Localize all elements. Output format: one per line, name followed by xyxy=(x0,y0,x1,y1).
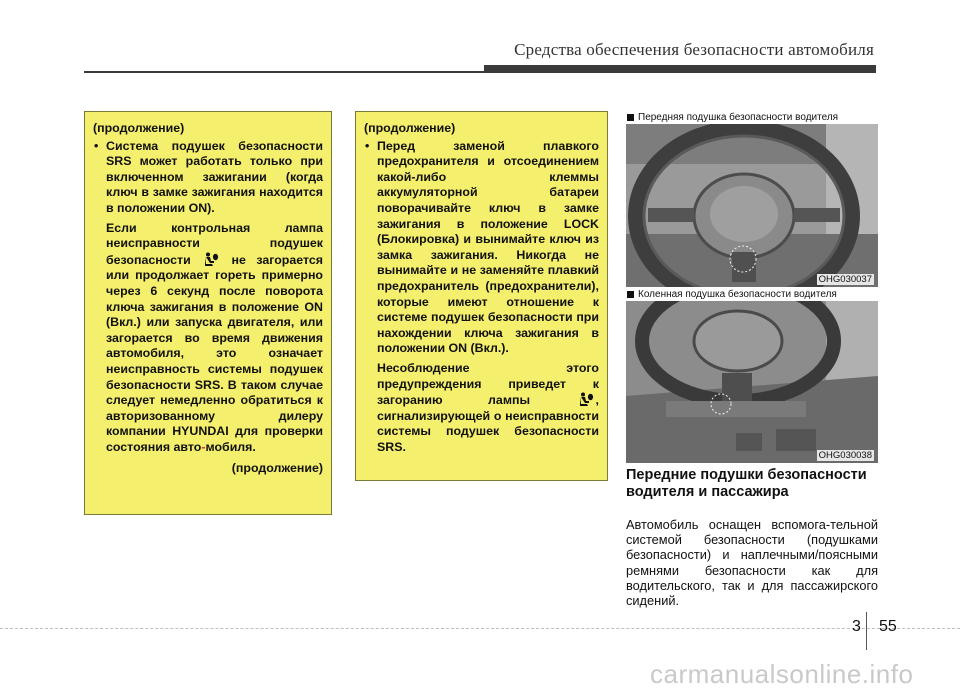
continued-footer: (продолжение) xyxy=(231,461,323,476)
photo-caption xyxy=(626,289,878,300)
page-number: 55 xyxy=(879,618,897,635)
caption-text: Коленная подушка безопасности водителя xyxy=(638,289,837,300)
bullet-dot: • xyxy=(365,138,370,153)
warning-box-middle xyxy=(355,111,608,481)
text-span: Несоблюдение этого предупреждения приведет к загоранию лампы xyxy=(377,360,599,408)
watermark: carmanualsonline.info xyxy=(650,659,914,689)
text-span: , сигнализирующей о неисправности системы подушек безопасности SRS. xyxy=(377,393,599,454)
section-body: Автомобиль оснащен вспомога-тельной системой безопасности (подушками безопасности) и наплечными/поясными ремнями безопасности как для водительского, так и для пассажирского сидений. xyxy=(626,517,878,609)
photo-caption xyxy=(626,112,878,123)
footer-rule xyxy=(0,628,960,629)
text-span: не загорается или продолжает гореть примерно через 6 секунд после поворота ключа зажигания в положение ON (Вкл.) или запуска двигателя, или загорается во время движения автомобиля, это означает неисправность системы подушек безопасности SRS. В таком случае следует немедленно обратиться к авторизованному дилеру компании HYUNDAI для проверки состояния авто xyxy=(106,252,323,454)
bullet-dot: • xyxy=(94,138,99,153)
knee-area-illustration xyxy=(626,301,878,463)
steering-wheel-illustration xyxy=(626,124,878,287)
chapter-number: 3 xyxy=(852,618,861,635)
caption-text: Передняя подушка безопасности водителя xyxy=(638,112,839,123)
page-header-title: Средства обеспечения безопасности автомобиля xyxy=(514,40,874,59)
section-title: Передние подушки безопасности водителя и пассажира xyxy=(626,467,867,500)
warning-bullet xyxy=(93,139,323,460)
header-rule xyxy=(84,71,484,73)
warning-bullet xyxy=(364,139,599,460)
continued-header: (продолжение) xyxy=(93,121,185,135)
photo-code: OHG030038 xyxy=(818,450,872,461)
square-bullet-icon xyxy=(627,114,634,121)
warning-paragraph: Система подушек безопасности SRS может работать только при включенном зажигании (когда ключ в замке зажигания находится в положении ON). xyxy=(106,138,323,215)
airbag-warning-icon xyxy=(578,392,594,407)
continued-header: (продолжение) xyxy=(364,121,456,135)
photo-code: OHG030037 xyxy=(818,274,872,285)
warning-paragraph xyxy=(106,221,323,456)
steering-wheel-photo xyxy=(626,124,878,287)
text-span: мобиля. xyxy=(205,439,256,454)
bullet-body xyxy=(106,139,323,460)
warning-paragraph: Перед заменой плавкого предохранителя и отсоединением какой-либо клеммы аккумуляторной батареи поворачивайте ключ в замке зажигания в положение LOCK (Блокировка) и вынимайте ключ из замка зажигания. Никогда не вынимайте и не заменяйте плавкий предохранитель (предохранители), которые имеют отношение к системе подушек безопасности при нахождении ключа зажигания в положении ON (Вкл.). xyxy=(377,138,599,356)
hyphen-mark: - xyxy=(201,439,206,454)
bullet-body xyxy=(377,139,599,460)
warning-box-left xyxy=(84,111,332,515)
header-rule-bar xyxy=(484,65,876,73)
warning-paragraph xyxy=(377,361,599,456)
knee-airbag-photo xyxy=(626,301,878,463)
page-number-separator xyxy=(866,612,867,650)
square-bullet-icon xyxy=(627,291,634,298)
airbag-warning-icon xyxy=(203,252,219,267)
text-span: Если контрольная лампа неисправности подушек безопасности xyxy=(106,220,323,267)
